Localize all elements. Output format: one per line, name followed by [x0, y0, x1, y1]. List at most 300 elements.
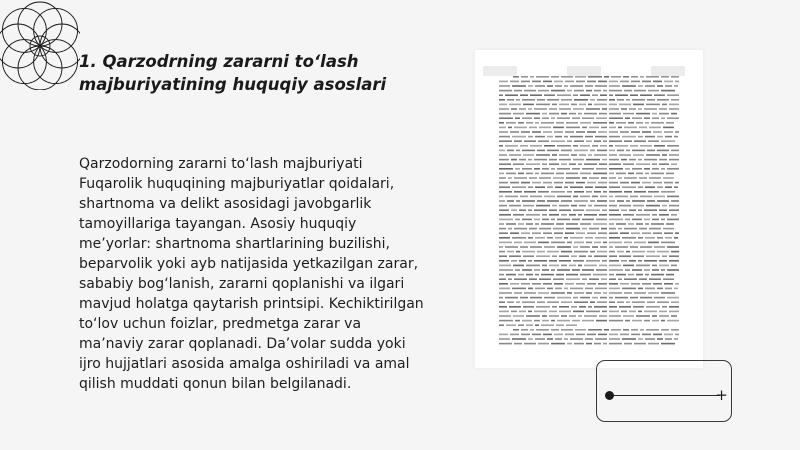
document-text-line — [499, 209, 509, 211]
document-text-line — [603, 90, 607, 92]
document-text-line — [662, 306, 667, 308]
document-text-line — [592, 297, 598, 299]
document-text-line — [664, 131, 673, 133]
document-text-line — [516, 301, 520, 303]
document-text-line — [526, 214, 540, 216]
document-text-line — [618, 127, 622, 129]
document-text-line — [609, 108, 619, 110]
document-text-line — [624, 90, 632, 92]
document-text-line — [536, 205, 550, 207]
document-text-line — [528, 85, 533, 87]
document-text-line — [588, 104, 592, 106]
document-text-line — [551, 269, 555, 271]
document-text-line — [564, 288, 568, 290]
document-text-line — [535, 223, 539, 225]
document-text-line — [652, 168, 659, 170]
document-text-line — [647, 150, 655, 152]
document-text-line — [671, 150, 679, 152]
document-text-line — [573, 246, 578, 248]
document-text-line — [508, 278, 512, 280]
document-text-line — [571, 154, 577, 156]
document-text-line — [609, 122, 614, 124]
document-text-line — [543, 283, 552, 285]
document-text-line — [629, 260, 636, 262]
document-text-line — [499, 246, 503, 248]
document-text-line — [499, 205, 507, 207]
document-text-line — [640, 329, 644, 331]
document-text-line — [588, 255, 592, 257]
document-text-line — [551, 320, 555, 322]
document-text-line — [549, 311, 557, 313]
document-text-line — [510, 334, 519, 336]
document-text-line — [665, 237, 672, 239]
document-text-line — [566, 274, 578, 276]
document-text-line — [646, 76, 659, 78]
document-text-line — [586, 260, 600, 262]
document-text-line — [534, 260, 547, 262]
document-text-line — [653, 131, 662, 133]
document-text-line — [586, 292, 592, 294]
document-text-line — [564, 338, 568, 340]
document-text-line — [511, 311, 517, 313]
document-text-line — [609, 338, 620, 340]
document-text-line — [631, 283, 640, 285]
document-text-line — [571, 255, 577, 257]
document-text-line — [624, 127, 637, 129]
document-text-line — [639, 278, 647, 280]
document-text-line — [566, 278, 580, 280]
document-text-line — [609, 104, 617, 106]
document-text-line — [620, 232, 629, 234]
document-text-line — [574, 150, 588, 152]
document-text-line — [631, 182, 640, 184]
document-text-line — [576, 232, 585, 234]
document-text-line — [664, 232, 673, 234]
document-text-line — [557, 219, 570, 221]
document-text-line — [499, 173, 504, 175]
document-text-line — [669, 205, 679, 207]
document-text-line — [636, 315, 650, 317]
document-text-line — [663, 228, 674, 230]
document-text-line — [645, 274, 649, 276]
document-text-line — [521, 232, 530, 234]
document-text-line — [609, 177, 616, 179]
document-text-line — [671, 99, 679, 101]
document-text-line — [609, 85, 620, 87]
document-text-line — [559, 104, 569, 106]
document-text-line — [516, 99, 520, 101]
document-text-line — [579, 205, 586, 207]
document-text-line — [667, 320, 679, 322]
document-text-line — [566, 177, 580, 179]
document-text-line — [653, 182, 662, 184]
document-text-line — [618, 278, 622, 280]
document-text-line — [604, 329, 609, 331]
document-text-line — [667, 196, 679, 198]
document-text-line — [624, 191, 632, 193]
document-text-line — [647, 251, 655, 253]
plus-icon[interactable]: + — [715, 386, 728, 404]
document-text-line — [524, 242, 536, 244]
document-text-line — [594, 154, 607, 156]
document-text-line — [499, 265, 511, 267]
slider-dot-icon[interactable] — [605, 391, 614, 400]
document-text-line — [657, 85, 663, 87]
document-text-line — [499, 117, 513, 119]
document-text-line — [609, 99, 615, 101]
document-text-line — [622, 186, 636, 188]
document-text-line — [574, 292, 584, 294]
document-text-line — [551, 343, 565, 345]
document-text-line — [580, 274, 591, 276]
document-text-line — [671, 329, 679, 331]
document-text-line — [646, 205, 660, 207]
document-text-line — [569, 163, 576, 165]
document-text-line — [618, 177, 622, 179]
scanned-document-page-image — [475, 50, 703, 368]
document-text-line — [624, 177, 637, 179]
document-text-line — [574, 140, 584, 142]
document-text-line — [528, 237, 533, 239]
document-text-line — [590, 200, 595, 202]
document-text-line — [631, 232, 640, 234]
document-text-line — [657, 136, 663, 138]
document-text-line — [537, 99, 545, 101]
document-text-line — [512, 186, 526, 188]
document-text-line — [600, 297, 607, 299]
document-text-line — [499, 90, 512, 92]
document-text-line — [532, 334, 541, 336]
document-text-line — [499, 145, 503, 147]
document-text-line — [547, 338, 553, 340]
document-text-line — [669, 209, 679, 211]
document-text-line — [628, 122, 634, 124]
document-text-line — [599, 163, 607, 165]
document-text-line — [499, 186, 510, 188]
document-text-line — [507, 301, 514, 303]
document-text-line — [518, 173, 524, 175]
document-text-line — [582, 168, 594, 170]
document-text-line — [528, 260, 532, 262]
document-text-line — [642, 232, 651, 234]
document-text-line — [549, 159, 557, 161]
document-text-line — [646, 329, 659, 331]
document-text-line — [574, 200, 588, 202]
document-text-line — [522, 219, 532, 221]
document-text-line — [530, 196, 542, 198]
document-text-line — [640, 145, 652, 147]
document-text-line — [659, 260, 667, 262]
document-text-line — [662, 154, 667, 156]
spirograph-ornament-icon — [0, 0, 80, 90]
document-text-line — [580, 297, 590, 299]
document-text-line — [542, 265, 547, 267]
document-text-line — [537, 251, 545, 253]
document-text-line — [553, 278, 564, 280]
document-text-line — [561, 329, 573, 331]
document-text-line — [661, 292, 675, 294]
document-text-line — [674, 186, 678, 188]
document-text-line — [537, 150, 545, 152]
document-text-line — [602, 108, 607, 110]
document-text-line — [554, 334, 563, 336]
document-text-line — [506, 173, 516, 175]
document-text-line — [667, 269, 679, 271]
document-text-line — [674, 85, 678, 87]
document-text-line — [671, 214, 677, 216]
document-text-line — [569, 113, 576, 115]
document-text-line — [524, 343, 536, 345]
document-text-line — [632, 301, 645, 303]
document-text-line — [574, 90, 584, 92]
document-text-line — [549, 108, 557, 110]
document-text-line — [499, 177, 506, 179]
document-text-line — [621, 159, 627, 161]
document-text-line — [576, 334, 585, 336]
document-text-line — [508, 127, 512, 129]
document-text-line — [526, 324, 533, 326]
document-text-line — [528, 288, 533, 290]
document-text-line — [663, 127, 674, 129]
document-text-line — [629, 209, 636, 211]
document-text-line — [513, 163, 524, 165]
document-text-line — [529, 278, 537, 280]
document-text-line — [561, 76, 573, 78]
document-text-line — [653, 334, 662, 336]
document-text-line — [644, 117, 650, 119]
document-text-line — [523, 205, 534, 207]
document-text-line — [636, 274, 643, 276]
document-text-line — [522, 99, 535, 101]
document-text-line — [665, 85, 672, 87]
document-text-line — [595, 85, 607, 87]
document-text-line — [636, 223, 643, 225]
document-text-line — [592, 94, 598, 96]
document-text-line — [624, 292, 632, 294]
slider-track[interactable] — [610, 395, 720, 396]
document-text-line — [669, 104, 679, 106]
document-text-line — [582, 117, 594, 119]
document-text-line — [609, 209, 619, 211]
document-text-line — [499, 274, 504, 276]
document-text-line — [638, 209, 642, 211]
document-text-line — [576, 283, 585, 285]
document-text-line — [589, 177, 599, 179]
document-text-line — [510, 283, 519, 285]
document-text-line — [555, 338, 562, 340]
document-text-line — [499, 255, 507, 257]
document-text-line — [499, 99, 505, 101]
document-text-line — [623, 214, 634, 216]
document-text-line — [657, 150, 669, 152]
document-text-line — [547, 186, 553, 188]
document-text-line — [594, 191, 601, 193]
document-text-line — [499, 214, 511, 216]
document-text-line — [559, 154, 569, 156]
document-text-line — [609, 173, 614, 175]
document-text-line — [521, 329, 528, 331]
document-text-line — [630, 94, 638, 96]
document-text-line — [534, 209, 547, 211]
document-text-line — [551, 90, 565, 92]
document-text-line — [524, 140, 536, 142]
document-text-line — [535, 85, 545, 87]
document-text-line — [645, 122, 649, 124]
document-text-line — [669, 108, 679, 110]
document-text-line — [630, 297, 638, 299]
document-text-line — [596, 320, 607, 322]
document-text-line — [499, 297, 503, 299]
document-text-line — [620, 81, 629, 83]
document-text-line — [602, 159, 607, 161]
document-text-line — [544, 246, 555, 248]
document-text-line — [499, 200, 505, 202]
document-text-line — [638, 108, 642, 110]
document-text-line — [511, 260, 517, 262]
document-text-line — [524, 90, 536, 92]
document-text-line — [599, 315, 607, 317]
document-text-line — [561, 315, 567, 317]
document-text-line — [523, 154, 534, 156]
document-text-line — [499, 108, 509, 110]
document-text-line — [638, 237, 643, 239]
document-text-line — [585, 186, 593, 188]
document-text-line — [636, 163, 650, 165]
document-text-line — [589, 127, 599, 129]
document-text-line — [659, 163, 669, 165]
document-text-line — [536, 154, 550, 156]
document-text-line — [623, 163, 634, 165]
document-text-line — [499, 320, 513, 322]
document-text-line — [572, 320, 580, 322]
document-text-line — [559, 255, 569, 257]
document-text-line — [536, 329, 549, 331]
document-text-line — [522, 117, 532, 119]
document-text-line — [554, 232, 563, 234]
document-text-line — [547, 288, 553, 290]
document-text-line — [535, 173, 539, 175]
document-text-line — [539, 177, 551, 179]
document-text-line — [538, 343, 549, 345]
document-text-line — [640, 196, 652, 198]
document-text-line — [646, 104, 660, 106]
document-text-line — [521, 81, 530, 83]
document-text-line — [623, 113, 634, 115]
document-text-line — [585, 288, 593, 290]
document-text-line — [648, 292, 659, 294]
document-text-line — [565, 131, 574, 133]
document-text-line — [569, 315, 576, 317]
document-text-line — [512, 338, 526, 340]
document-text-line — [644, 260, 657, 262]
document-text-line — [647, 200, 655, 202]
document-text-line — [604, 76, 609, 78]
document-text-line — [620, 131, 629, 133]
document-text-line — [556, 324, 564, 326]
document-text-line — [499, 251, 505, 253]
document-text-line — [566, 324, 577, 326]
document-text-line — [653, 283, 662, 285]
document-text-line — [552, 104, 557, 106]
document-text-line — [547, 99, 559, 101]
media-control-panel[interactable] — [596, 360, 732, 422]
document-text-line — [554, 131, 563, 133]
document-text-line — [609, 127, 616, 129]
document-text-line — [632, 200, 645, 202]
document-text-line — [661, 191, 675, 193]
document-text-line — [639, 127, 647, 129]
document-text-line — [661, 329, 669, 331]
document-text-line — [601, 127, 607, 129]
document-text-line — [528, 311, 532, 313]
document-text-line — [534, 117, 540, 119]
document-text-line — [559, 209, 571, 211]
document-text-line — [519, 108, 526, 110]
document-text-line — [590, 150, 595, 152]
document-text-line — [621, 311, 627, 313]
document-text-line — [514, 191, 522, 193]
document-text-line — [645, 136, 655, 138]
document-text-line — [557, 168, 570, 170]
document-text-line — [666, 223, 674, 225]
document-text-line — [512, 288, 526, 290]
document-text-line — [652, 113, 657, 115]
document-text-line — [552, 205, 557, 207]
document-text-line — [535, 288, 545, 290]
document-text-line — [522, 251, 535, 253]
document-text-line — [595, 338, 607, 340]
document-text-line — [598, 232, 607, 234]
document-text-line — [523, 306, 534, 308]
document-text-line — [534, 311, 547, 313]
document-text-line — [555, 237, 562, 239]
document-text-line — [657, 237, 663, 239]
document-text-line — [639, 228, 647, 230]
document-text-line — [538, 242, 549, 244]
document-text-line — [567, 140, 572, 142]
document-text-line — [580, 246, 590, 248]
document-text-line — [526, 265, 540, 267]
document-text-line — [657, 301, 669, 303]
document-text-line — [528, 159, 532, 161]
document-text-line — [526, 274, 533, 276]
document-text-line — [580, 196, 590, 198]
document-text-line — [667, 94, 679, 96]
document-text-line — [609, 242, 622, 244]
document-text-line — [499, 315, 511, 317]
document-text-line — [539, 228, 551, 230]
document-text-line — [611, 76, 621, 78]
document-text-line — [524, 191, 536, 193]
document-text-line — [514, 343, 522, 345]
document-text-line — [648, 343, 659, 345]
document-text-line — [510, 232, 519, 234]
document-text-line — [661, 76, 669, 78]
document-text-line — [664, 81, 673, 83]
document-text-line — [549, 265, 559, 267]
document-text-line — [526, 163, 540, 165]
document-text-line — [505, 196, 518, 198]
document-text-line — [565, 182, 574, 184]
document-text-line — [499, 85, 510, 87]
document-text-line — [596, 168, 607, 170]
document-text-line — [579, 306, 586, 308]
document-text-line — [632, 219, 642, 221]
document-text-line — [599, 113, 607, 115]
document-text-line — [623, 76, 629, 78]
document-text-line — [609, 182, 618, 184]
document-text-line — [597, 301, 607, 303]
